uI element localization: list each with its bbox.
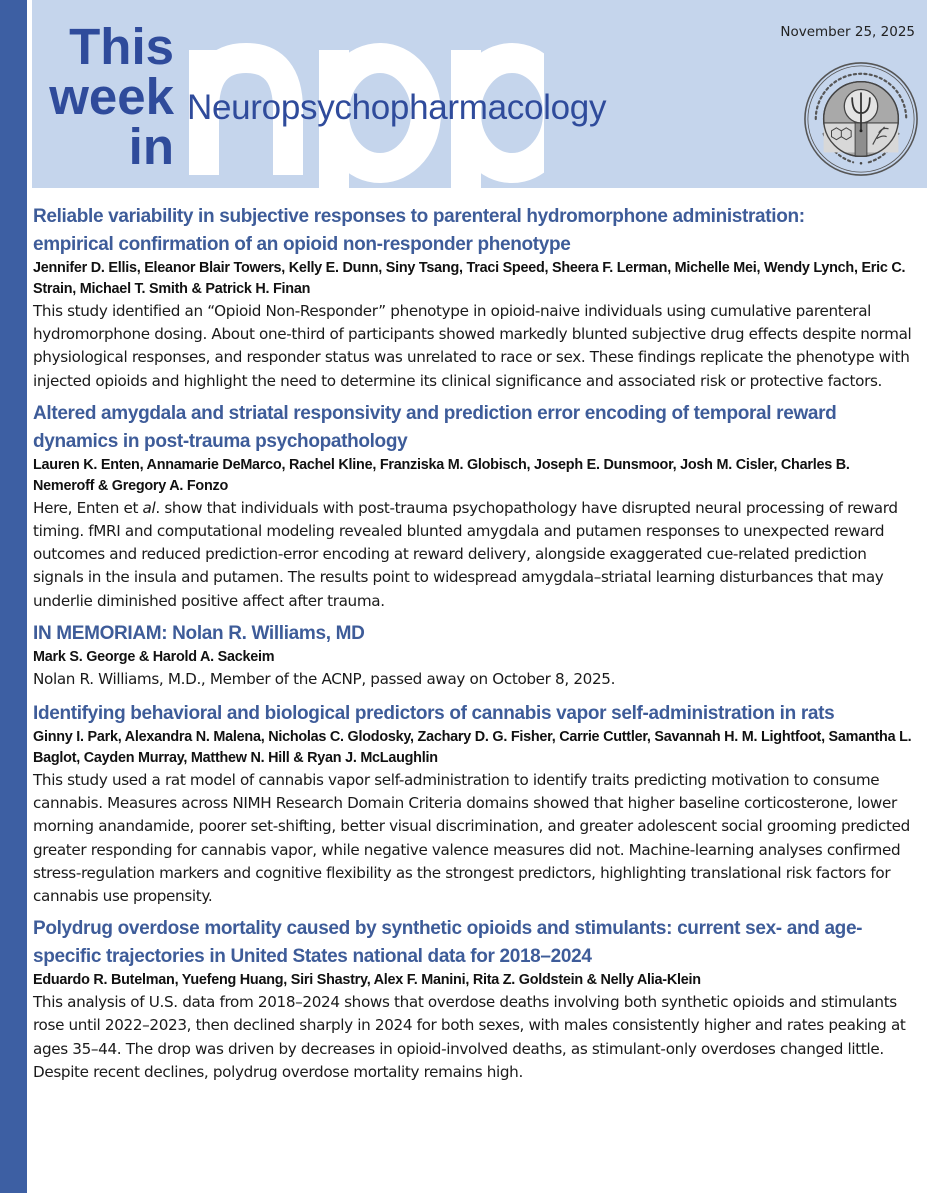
article-item [33,202,913,393]
this-week-in-heading [42,18,174,175]
summary-text-start: Here, Enten et [33,498,143,517]
left-accent-bar [0,0,27,1193]
article-authors: Eduardo R. Butelman, Yuefeng Huang, Siri Shastry, Alex F. Manini, Rita Z. Goldstein & Nelly Alia-Klein [33,972,701,989]
summary-text-rest: . show that individuals with post-trauma psychopathology have disrupted neural processing of reward timing. fMRI and computational modeling revealed blunted amygdala and putamen responses to unexpected reward outcomes and reduced prediction-error encoding at reward delivery, alongside exaggerated cue-related prediction signals in the insula and putamen. The results point to widespread amygdala–striatal learning disturbances that may underlie diminished positive affect after trauma. [33,498,898,610]
article-summary: This study used a rat model of cannabis vapor self-administration to identify traits predicting motivation to consume cannabis. Measures across NIMH Research Domain Criteria domains showed that higher baseline corticosterone, lower morning anandamide, poorer set-shifting, better visual discrimination, and greater adolescent social grooming predicted greater responding for cannabis vapor, while negative valence measures did not. Machine-learning analyses confirmed stress-regulation markers and cognitive flexibility as the strongest predictors, highlighting translational risk factors for cannabis use propensity. [33,771,910,906]
article-item [33,914,913,1084]
acnp-seal-logo [802,60,920,178]
article-list [33,202,913,1090]
article-title[interactable]: Polydrug overdose mortality caused by synthetic opioids and stimulants: current sex- and age-specific trajectories in United States national data for 2018–2024 [33,917,863,968]
this-week-line-3: in [128,118,174,175]
article-authors: Lauren K. Enten, Annamarie DeMarco, Rachel Kline, Franziska M. Globisch, Joseph E. Dunsmoor, Josh M. Cisler, Charles B. Nemeroff & Gregory A. Fonzo [33,456,850,494]
article-summary: Nolan R. Williams, M.D., Member of the ACNP, passed away on October 8, 2025. [33,669,616,688]
this-week-line-2: week [49,68,174,125]
article-title[interactable]: Identifying behavioral and biological predictors of cannabis vapor self-administration in rats [33,702,835,725]
article-authors: Mark S. George & Harold A. Sackeim [33,648,275,665]
article-summary: This analysis of U.S. data from 2018–2024 shows that overdose deaths involving both synthetic opioids and stimulants rose until 2022–2023, then declined sharply in 2024 for both sexes, with males consistently higher and rates peaking at ages 35–44. The drop was driven by decreases in opioid-involved deaths, as stimulant-only overdoses changed little. Despite recent declines, polydrug overdose mortality remains high. [33,993,906,1081]
this-week-line-1: This [69,18,174,75]
summary-italic-al: al [142,498,156,517]
journal-name: Neuropsychopharmacology [187,88,607,127]
masthead-banner [32,0,927,188]
article-item [33,399,913,613]
article-title[interactable]: Altered amygdala and striatal responsivity and prediction error encoding of temporal reward dynamics in post-trauma psychopathology [33,401,837,452]
article-item [33,699,913,908]
article-title[interactable]: IN MEMORIAM: Nolan R. Williams, MD [33,621,365,644]
article-authors: Jennifer D. Ellis, Eleanor Blair Towers, Kelly E. Dunn, Siny Tsang, Traci Speed, Sheera F. Lerman, Michelle Mei, Wendy Lynch, Eric C. Strain, Michael T. Smith & Patrick H. Finan [33,260,906,297]
article-authors: Ginny I. Park, Alexandra N. Malena, Nicholas C. Glodosky, Zachary D. G. Fisher, Carrie Cuttler, Savannah H. M. Lightfoot, Samantha L. Baglot, Cayden Murray, Matthew N. Hill & Ryan J. McLaughlin [33,729,912,767]
issue-date: November 25, 2025 [780,24,915,40]
article-summary [33,497,913,613]
article-title[interactable]: Reliable variability in subjective responses to parenteral hydromorphone administration: empirical confirmation of an opioid non-responder phenotype [33,205,805,255]
article-item [33,619,913,691]
article-summary: This study identified an “Opioid Non-Responder” phenotype in opioid-naive individuals using cumulative parenteral hydromorphone dosing. About one-third of participants showed markedly blunted subjective drug effects despite normal physiological responses, and responder status was unrelated to race or sex. These findings replicate the phenotype with injected opioids and highlight the need to determine its clinical significance and associated risk or protective factors. [33,302,912,390]
